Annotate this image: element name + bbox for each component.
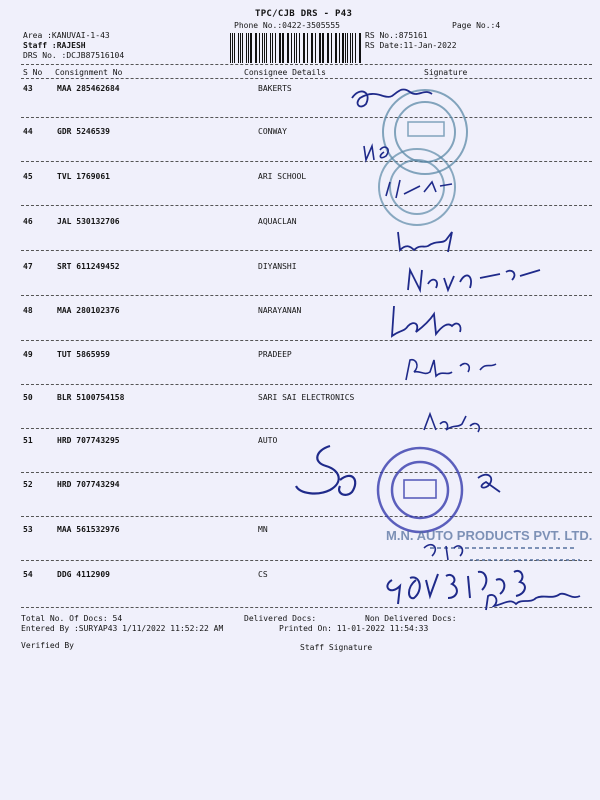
barcode-bar — [266, 33, 267, 63]
row-consignee: AQUACLAN — [258, 217, 297, 226]
barcode-bar — [339, 33, 340, 63]
entered-by: Entered By :SURYAP43 1/11/2022 11:52:22 AM — [21, 624, 224, 633]
barcode — [230, 33, 363, 63]
divider — [21, 64, 592, 65]
column-header-consignee: Consignee Details — [244, 68, 326, 77]
divider — [21, 472, 592, 473]
barcode-bar — [360, 33, 361, 63]
column-header-consignment: Consignment No — [55, 68, 123, 77]
divider — [21, 117, 592, 118]
row-sno: 52 — [23, 480, 33, 489]
barcode-bar — [304, 33, 305, 63]
rs-number: RS No.:875161 — [365, 31, 428, 40]
row-consignment: SRT 611249452 — [57, 262, 120, 271]
staff-signature-label: Staff Signature — [300, 643, 373, 652]
drs-number: DRS No. :DCJB87516104 — [23, 51, 125, 60]
table-row — [0, 172, 600, 214]
divider — [21, 428, 592, 429]
table-row — [0, 306, 600, 348]
row-sno: 46 — [23, 217, 33, 226]
row-consignee: ARI SCHOOL — [258, 172, 307, 181]
non-delivered-docs: Non Delivered Docs: — [365, 614, 457, 623]
row-consignment: MAA 280102376 — [57, 306, 120, 315]
delivered-docs: Delivered Docs: — [244, 614, 317, 623]
row-consignment: MAA 285462684 — [57, 84, 120, 93]
row-consignee: NARAYANAN — [258, 306, 302, 315]
total-docs: Total No. Of Docs: 54 — [21, 614, 123, 623]
row-consignee: DIYANSHI — [258, 262, 297, 271]
divider — [21, 384, 592, 385]
page-number: Page No.:4 — [452, 21, 501, 30]
phone-number: Phone No.:0422-3505555 — [234, 21, 340, 30]
barcode-bar — [287, 33, 288, 63]
column-header-sno: S No — [23, 68, 43, 77]
barcode-bar — [322, 33, 323, 63]
barcode-bar — [270, 33, 271, 63]
table-row — [0, 570, 600, 612]
row-consignee: SARI SAI ELECTRONICS — [258, 393, 355, 402]
barcode-bar — [331, 33, 332, 63]
divider — [21, 340, 592, 341]
rs-date: RS Date:11-Jan-2022 — [365, 41, 457, 50]
row-consignee: CONWAY — [258, 127, 287, 136]
row-consignee: BAKERTS — [258, 84, 292, 93]
row-consignment: TVL 1769061 — [57, 172, 110, 181]
row-consignment: DDG 4112909 — [57, 570, 110, 579]
divider — [21, 560, 592, 561]
barcode-bar — [242, 33, 243, 63]
row-consignee: MN — [258, 525, 268, 534]
barcode-bar — [307, 33, 308, 63]
barcode-bar — [259, 33, 260, 63]
staff-label: Staff :RAJESH — [23, 41, 86, 50]
row-consignment: BLR 5100754158 — [57, 393, 125, 402]
table-row — [0, 217, 600, 259]
barcode-bar — [246, 33, 247, 63]
divider — [21, 161, 592, 162]
table-row — [0, 84, 600, 126]
row-sno: 44 — [23, 127, 33, 136]
row-consignee: PRADEEP — [258, 350, 292, 359]
printed-on: Printed On: 11-01-2022 11:54:33 — [279, 624, 429, 633]
row-sno: 45 — [23, 172, 33, 181]
verified-by: Verified By — [21, 641, 74, 650]
divider — [21, 78, 592, 79]
barcode-bar — [342, 33, 343, 63]
barcode-bar — [328, 33, 329, 63]
divider — [21, 607, 592, 608]
row-consignment: HRD 707743295 — [57, 436, 120, 445]
divider — [21, 250, 592, 251]
barcode-bar — [355, 33, 356, 63]
row-consignment: MAA 561532976 — [57, 525, 120, 534]
table-row — [0, 350, 600, 392]
row-sno: 43 — [23, 84, 33, 93]
page-title: TPC/CJB DRS - P43 — [255, 9, 353, 19]
row-sno: 48 — [23, 306, 33, 315]
barcode-bar — [250, 33, 251, 63]
barcode-bar — [350, 33, 351, 63]
row-consignment: GDR 5246539 — [57, 127, 110, 136]
area-label: Area :KANUVAI-1-43 — [23, 31, 110, 40]
row-sno: 51 — [23, 436, 33, 445]
row-sno: 49 — [23, 350, 33, 359]
divider — [21, 205, 592, 206]
row-consignment: HRD 707743294 — [57, 480, 120, 489]
barcode-bar — [299, 33, 300, 63]
column-header-signature: Signature — [424, 68, 468, 77]
row-sno: 53 — [23, 525, 33, 534]
stamp-company-name: M.N. AUTO PRODUCTS PVT. LTD. — [386, 528, 593, 543]
barcode-bar — [230, 33, 231, 63]
row-sno: 47 — [23, 262, 33, 271]
barcode-bar — [315, 33, 316, 63]
barcode-bar — [275, 33, 276, 63]
row-consignee: AUTO — [258, 436, 278, 445]
barcode-bar — [282, 33, 283, 63]
divider — [21, 295, 592, 296]
barcode-bar — [238, 33, 239, 63]
row-consignment: TUT 5865959 — [57, 350, 110, 359]
table-row — [0, 262, 600, 304]
row-consignee: CS — [258, 570, 268, 579]
row-consignment: JAL 530132706 — [57, 217, 120, 226]
barcode-bar — [294, 33, 295, 63]
divider — [21, 516, 592, 517]
table-row — [0, 127, 600, 169]
row-sno: 50 — [23, 393, 33, 402]
row-sno: 54 — [23, 570, 33, 579]
